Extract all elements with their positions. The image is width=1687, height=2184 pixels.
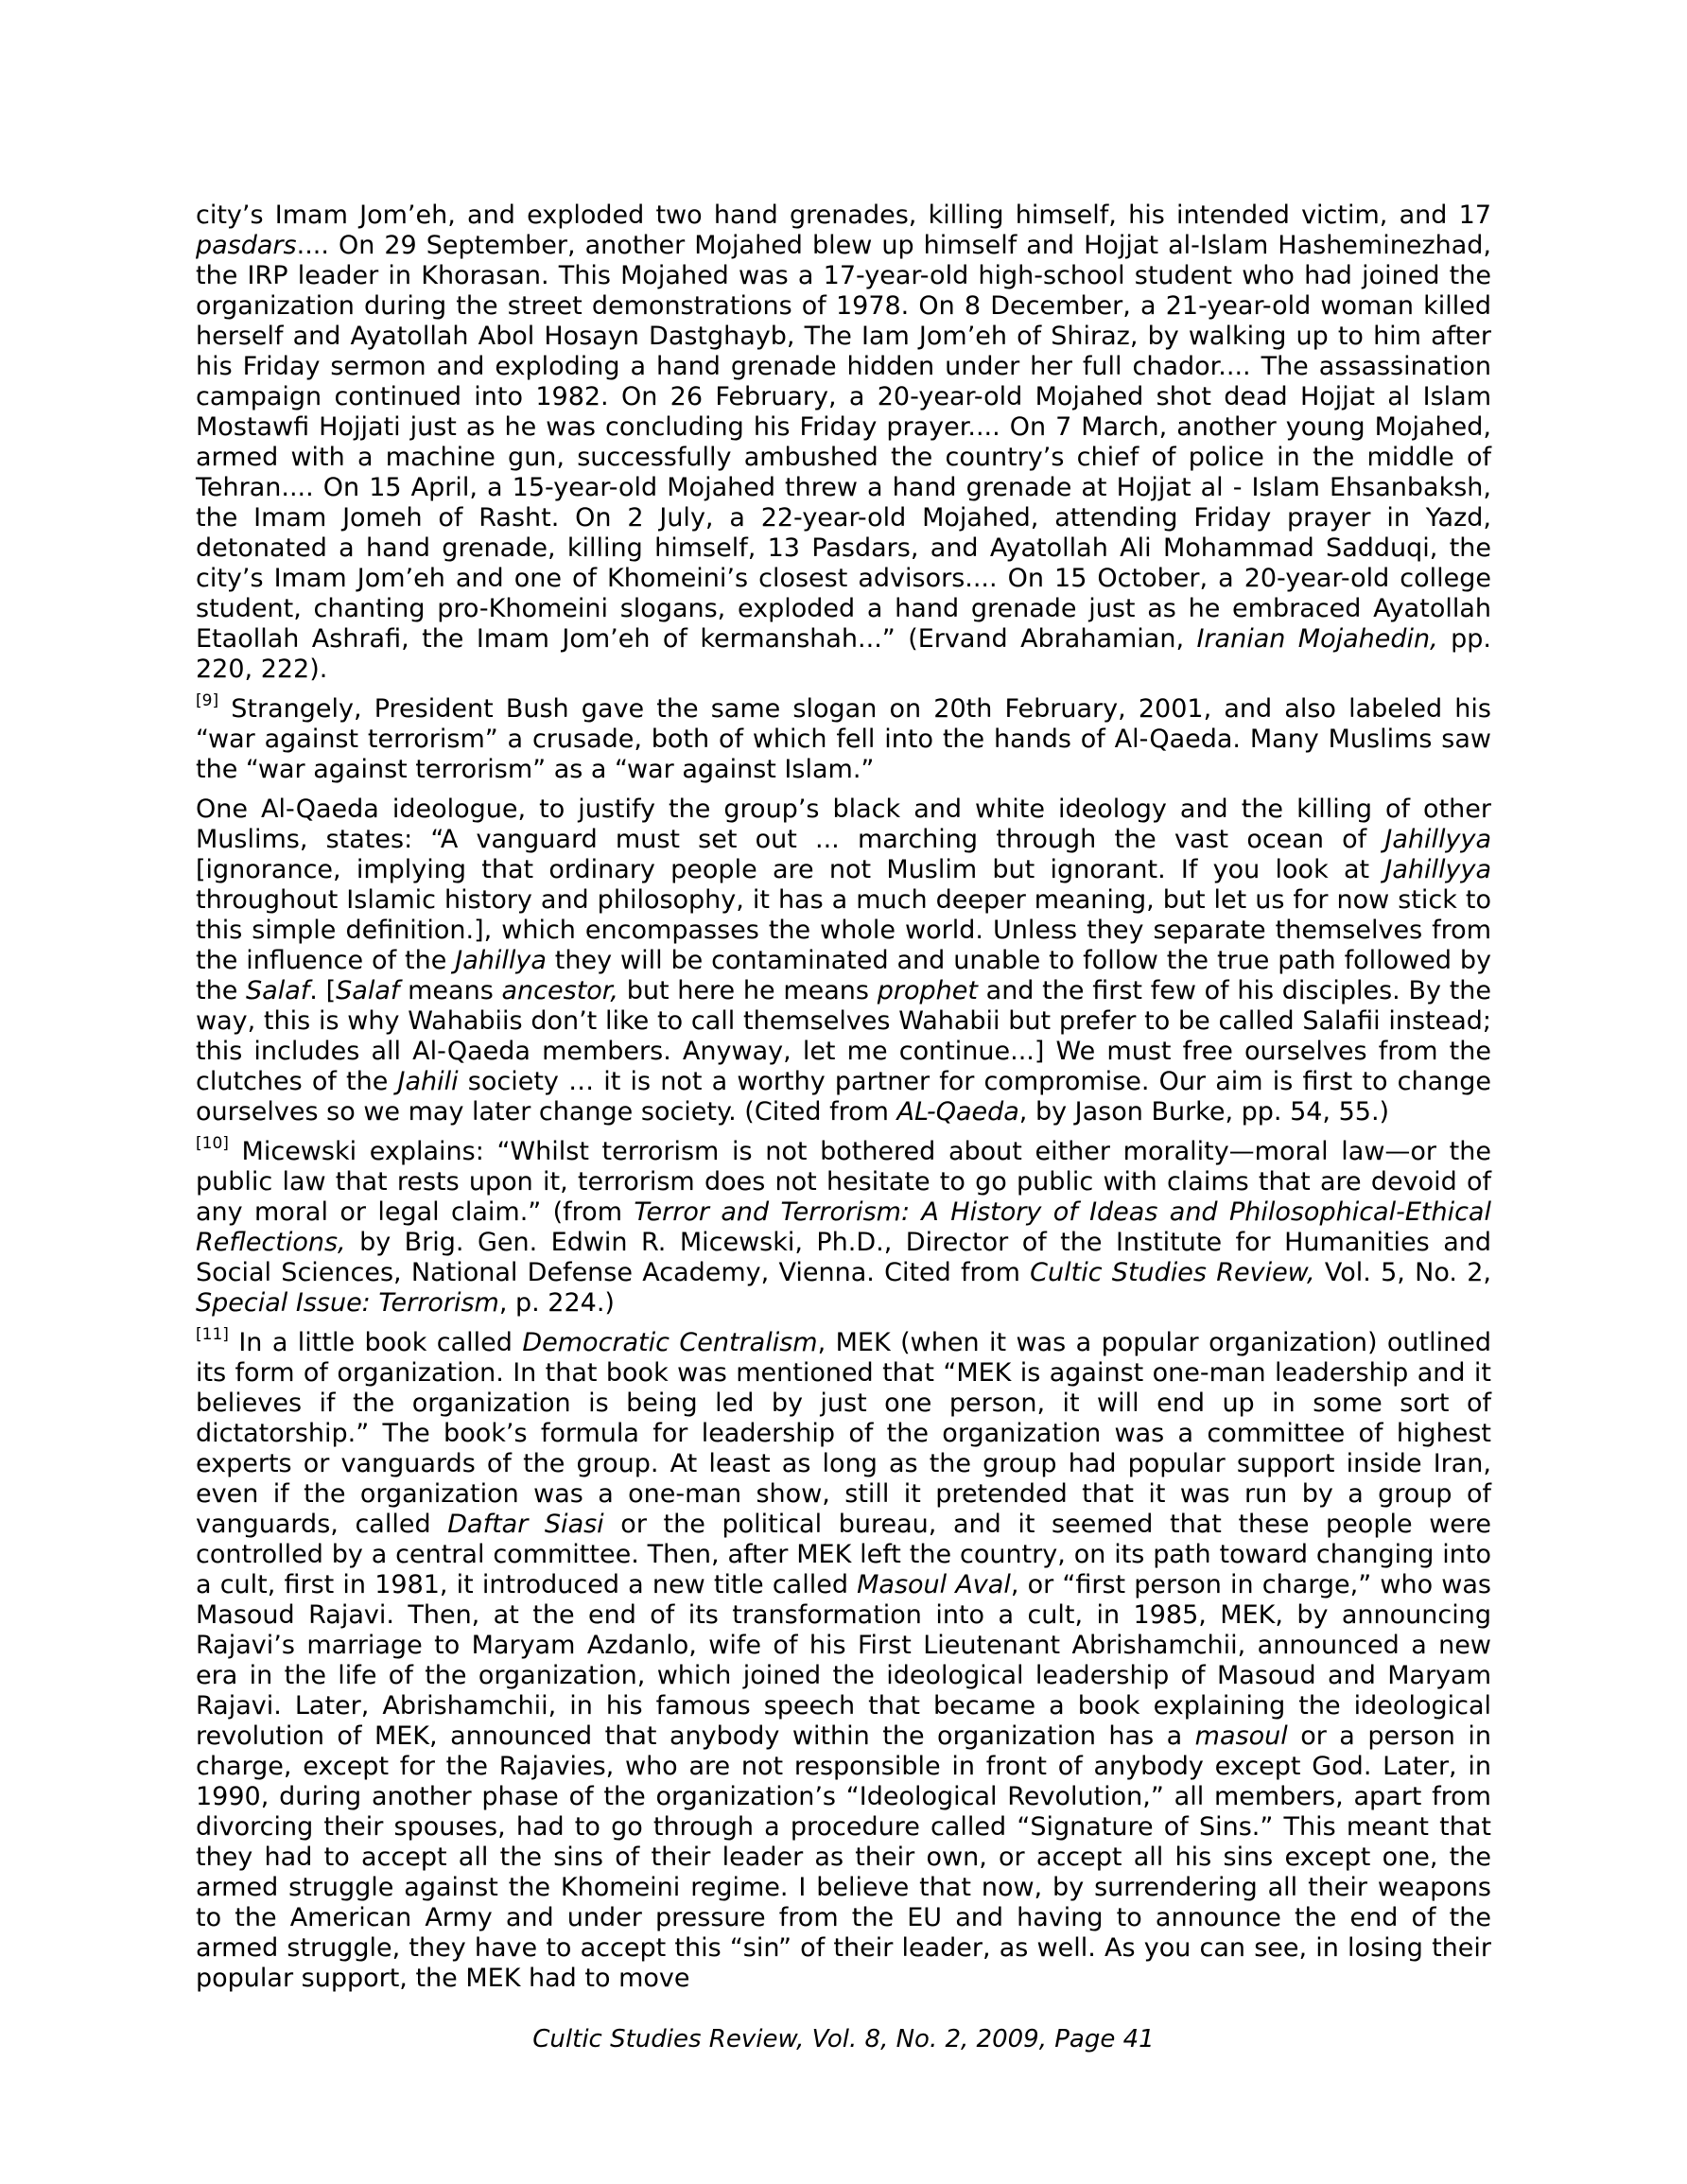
- text-run: means: [399, 976, 502, 1005]
- italic-run: Salaf: [336, 976, 400, 1005]
- footnote-marker: [10]: [196, 1134, 229, 1153]
- text-run: they will be contaminated and unable to follow the true path followed by the: [196, 946, 1491, 1005]
- text-run: Vol. 5, No. 2,: [1314, 1258, 1491, 1287]
- text-run: , by Jason Burke, pp. 54, 55.): [1018, 1097, 1390, 1127]
- italic-run: Jahillyya: [1384, 855, 1491, 884]
- footnote-10: [196, 1134, 1491, 1319]
- text-run: Micewski explains: “Whilst terrorism is not bothered about either morality—moral law—or the public law that rests upon it, terrorism does not hesitate to go public with claims that are devoid of any moral or legal claim.” (from: [196, 1137, 1491, 1227]
- footnote-9: [196, 691, 1491, 785]
- italic-run: Cultic Studies Review,: [1030, 1258, 1315, 1287]
- italic-run: Special Issue: Terrorism: [196, 1288, 499, 1318]
- italic-run: AL-Qaeda: [896, 1097, 1019, 1127]
- body-paragraph-quote-abrahamian: [196, 201, 1491, 685]
- italic-run: pasdars: [196, 231, 297, 260]
- text-run: .... On 29 September, another Mojahed blew up himself and Hojjat al-Islam Hasheminezhad, the IRP leader in Khorasan. This Mojahed was a 17-year-old high-school student who had joined the organization during the street demonstrations of 1978. On 8 December, a 21-year-old woman killed herself and Ayatollah Abol Hosayn Dastghayb, The Iam Jom’eh of Shiraz, by walking up to him after his Friday sermon and exploding a hand grenade hidden under her full chador.... The assassination campaign continued into 1982. On 26 February, a 20-year-old Mojahed shot dead Hojjat al Islam Mostawfi Hojjati just as he was concluding his Friday prayer.... On 7 March, another young Mojahed, armed with a machine gun, successfully ambushed the country’s chief of police in the middle of Tehran.... On 15 April, a 15-year-old Mojahed threw a hand grenade at Hojjat al - Islam Ehsanbaksh, the Imam Jomeh of Rasht. On 2 July, a 22-year-old Mojahed, attending Friday prayer in Yazd, detonated a hand grenade, killing himself, 13 Pasdars, and Ayatollah Ali Mohammad Sadduqi, the city’s Imam Jom’eh and one of Khomeini’s closest advisors.... On 15 October, a 20-year-old college student, chanting pro-Khomeini slogans, exploded a hand grenade just as he embraced Ayatollah Etaollah Ashrafi, the Imam Jom’eh of kermanshah...” (Ervand Abrahamian,: [196, 231, 1491, 654]
- text-run: or the political bureau, and it seemed that these people were controlled by a central committee. Then, after MEK left the country, on its path toward changing into a cult, first in 1981, it introduced a new title called: [196, 1510, 1492, 1599]
- italic-run: masoul: [1194, 1721, 1288, 1751]
- text-run: , p. 224.): [498, 1288, 615, 1318]
- text-run: throughout Islamic history and philosophy, it has a much deeper meaning, but let us for now stick to this simple definition.], which encompasses the whole world. Unless they separate themselves from the influence of the: [196, 885, 1491, 975]
- text-run: society … it is not a worthy partner for compromise. Our aim is first to change ourselves so we may later change society. (Cited from: [196, 1067, 1491, 1127]
- text-run: but here he means: [618, 976, 878, 1005]
- text-run: or a person in charge, except for the Rajavies, who are not responsible in front of anybody except God. Later, in 1990, during another phase of the organization’s “Ideological Revolution,” all members, apart from divorcing their spouses, had to go through a procedure called “Signature of Sins.” This meant that they had to accept all the sins of their leader as their own, or accept all his sins except one, the armed struggle against the Khomeini regime. I believe that now, by surrendering all their weapons to the American Army and under pressure from the EU and having to announce the end of the armed struggle, they have to accept this “sin” of their leader, as well. As you can see, in losing their popular support, the MEK had to move: [196, 1721, 1491, 1993]
- text-run: Strangely, President Bush gave the same slogan on 20th February, 2001, and also labeled his “war against terrorism” a crusade, both of which fell into the hands of Al-Qaeda. Many Muslims saw the “war against terrorism” as a “war against Islam.”: [196, 694, 1491, 784]
- italic-run: Democratic Centralism: [522, 1328, 818, 1357]
- italic-run: Masoul Aval: [857, 1570, 1011, 1599]
- text-run: and the first few of his disciples. By the way, this is why Wahabiis don’t like to call themselves Wahabii but prefer to be called Salafii instead; this includes all Al-Qaeda members. Anyway, let me continue...] We must free ourselves from the clutches of the: [196, 976, 1492, 1096]
- text-run: . [: [309, 976, 337, 1005]
- italic-run: Iranian Mojahedin,: [1196, 624, 1438, 654]
- footnote-11: [196, 1325, 1492, 1994]
- text-run: city’s Imam Jom’eh, and exploded two hand grenades, killing himself, his intended victim, and 17: [196, 201, 1491, 230]
- text-run: [ignorance, implying that ordinary people are not Muslim but ignorant. If you look at: [196, 855, 1385, 884]
- italic-run: prophet: [877, 976, 978, 1005]
- text-run: , or “first person in charge,” who was Masoud Rajavi. Then, at the end of its transformation into a cult, in 1985, MEK, by announcing Rajavi’s marriage to Maryam Azdanlo, wife of his First Lieutenant Abrishamchii, announced a new era in the life of the organization, which joined the ideological leadership of Masoud and Maryam Rajavi. Later, Abrishamchii, in his famous speech that became a book explaining the ideological revolution of MEK, announced that anybody within the organization has a: [196, 1570, 1491, 1751]
- italic-run: Jahillya: [455, 946, 547, 975]
- page-footer: Cultic Studies Review, Vol. 8, No. 2, 2009, Page 41: [532, 2025, 1155, 2053]
- document-body: [196, 201, 1491, 2003]
- italic-run: Daftar Siasi: [447, 1510, 604, 1539]
- italic-run: ancestor,: [501, 976, 619, 1005]
- footnote-marker: [11]: [196, 1325, 229, 1344]
- italic-run: Jahillyya: [1384, 825, 1491, 854]
- text-run: In a little book called: [228, 1328, 523, 1357]
- text-run: , MEK (when it was a popular organization) outlined its form of organization. In that book was mentioned that “MEK is against one-man leadership and it believes if the organization is being led by just one person, it will end up in some sort of dictatorship.” The book’s formula for leadership of the organization was a committee of highest experts or vanguards of the group. At least as long as the group had popular support inside Iran, even if the organization was a one-man show, still it pretended that it was run by a group of vanguards, called: [196, 1328, 1491, 1539]
- text-run: by Brig. Gen. Edwin R. Micewski, Ph.D., Director of the Institute for Humanities and Social Sciences, National Defense Academy, Vienna. Cited from: [196, 1228, 1491, 1287]
- body-paragraph-al-qaeda-ideologue: [196, 795, 1491, 1127]
- italic-run: Terror and Terrorism: A History of Ideas and Philosophical-Ethical Reflections,: [196, 1197, 1491, 1257]
- text-run: One Al-Qaeda ideologue, to justify the group’s black and white ideology and the killing of other Muslims, states: “A vanguard must set out ... marching through the vast ocean of: [196, 795, 1491, 854]
- italic-run: Salaf: [246, 976, 310, 1005]
- footnote-marker: [9]: [196, 691, 219, 710]
- text-run: pp. 220, 222).: [196, 624, 1491, 684]
- italic-run: Jahili: [397, 1067, 459, 1096]
